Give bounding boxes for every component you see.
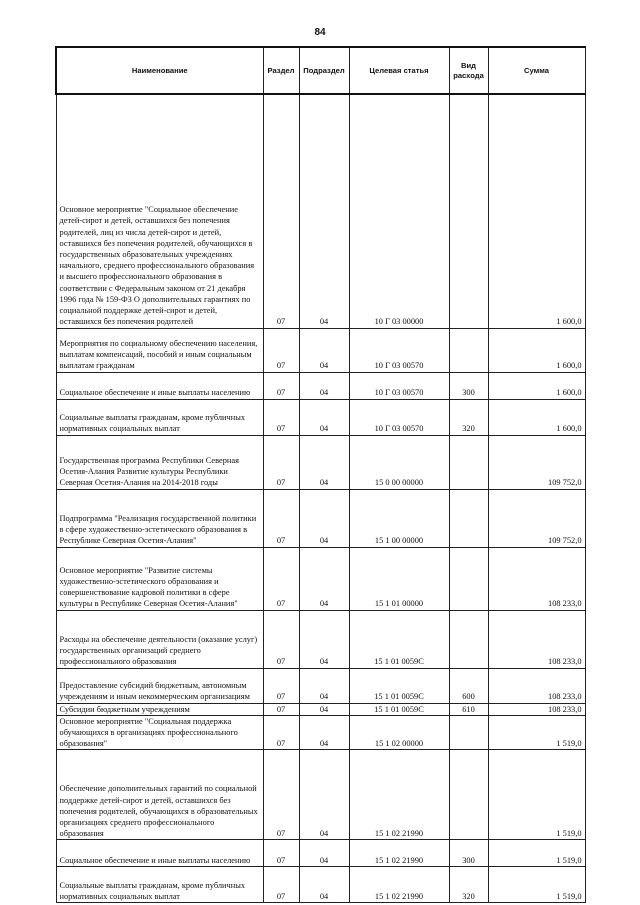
row-target-cell: 10 Г 03 00570 — [349, 399, 449, 435]
row-section-cell: 07 — [263, 703, 299, 715]
row-type-cell: 320 — [449, 399, 488, 435]
row-subsection-cell: 04 — [299, 435, 349, 489]
table-row — [56, 750, 585, 840]
row-subsection-cell: 04 — [299, 610, 349, 668]
row-sum-cell: 1 519,0 — [488, 715, 585, 750]
table-row — [56, 372, 585, 399]
row-target-cell: 15 1 02 21990 — [349, 840, 449, 867]
row-section-cell: 07 — [263, 547, 299, 610]
row-section-cell: 07 — [263, 435, 299, 489]
table-row — [56, 703, 585, 715]
row-subsection-cell: 04 — [299, 715, 349, 750]
row-name-cell: Предоставление субсидий бюджетным, автономным учреждениям и иным некоммерческим организациям — [56, 668, 263, 703]
table-row — [56, 489, 585, 547]
row-section-cell: 07 — [263, 489, 299, 547]
row-section-cell: 07 — [263, 372, 299, 399]
row-sum-cell: 1 519,0 — [488, 840, 585, 867]
row-subsection-cell: 04 — [299, 94, 349, 328]
row-name-cell: Расходы на обеспечение деятельности (оказание услуг) государственных организаций среднего профессионального образования — [56, 610, 263, 668]
row-target-cell: 15 1 02 21990 — [349, 867, 449, 903]
row-sum-cell: 108 233,0 — [488, 668, 585, 703]
row-section-cell: 07 — [263, 610, 299, 668]
page-number: 84 — [314, 27, 326, 38]
row-name-cell: Социальное обеспечение и иные выплаты населению — [56, 840, 263, 867]
row-target-cell: 15 1 01 0059С — [349, 703, 449, 715]
header-type: Вид расхода — [449, 47, 488, 94]
budget-table — [55, 46, 586, 903]
table-row — [56, 610, 585, 668]
header-target: Целевая статья — [349, 47, 449, 94]
table-row — [56, 94, 585, 328]
row-name-cell: Социальные выплаты гражданам, кроме публичных нормативных социальных выплат — [56, 399, 263, 435]
row-sum-cell: 109 752,0 — [488, 435, 585, 489]
row-target-cell: 15 0 00 00000 — [349, 435, 449, 489]
row-section-cell: 07 — [263, 94, 299, 328]
row-name-cell: Основное мероприятие "Социальное обеспечение детей-сирот и детей, оставшихся без попечения родителей, лиц из числа детей-сирот и детей, оставшихся без попечения родителей, обучающихся в государственных образовательных учреждениях начального, среднего профессионального образования и высшего профессионального образования в соответствии с Федеральным законом от 21 декабря 1996 года № 159-ФЗ О дополнительных гарантиях по социальной поддержке детей-сирот и детей, оставшихся без попечения родителей — [56, 94, 263, 328]
row-section-cell: 07 — [263, 840, 299, 867]
table-row — [56, 840, 585, 867]
row-name-cell: Субсидии бюджетным учреждениям — [56, 703, 263, 715]
row-sum-cell: 1 600,0 — [488, 399, 585, 435]
row-subsection-cell: 04 — [299, 372, 349, 399]
row-sum-cell: 1 600,0 — [488, 94, 585, 328]
header-name: Наименование — [56, 47, 263, 94]
row-sum-cell: 108 233,0 — [488, 610, 585, 668]
row-type-cell — [449, 94, 488, 328]
row-sum-cell: 1 600,0 — [488, 372, 585, 399]
row-target-cell: 15 1 01 00000 — [349, 547, 449, 610]
row-subsection-cell: 04 — [299, 489, 349, 547]
table-row — [56, 547, 585, 610]
header-subsection: Подраздел — [299, 47, 349, 94]
row-target-cell: 15 1 02 00000 — [349, 715, 449, 750]
header-section: Раздел — [263, 47, 299, 94]
row-type-cell — [449, 489, 488, 547]
row-subsection-cell: 04 — [299, 668, 349, 703]
row-name-cell: Основное мероприятие "Развитие системы художественно-эстетического образования и совершенствование кадровой политики в сфере культуры в Республике Северная Осетия-Алания" — [56, 547, 263, 610]
table-row — [56, 328, 585, 372]
row-name-cell: Социальные выплаты гражданам, кроме публичных нормативных социальных выплат — [56, 867, 263, 903]
row-subsection-cell: 04 — [299, 399, 349, 435]
table-row — [56, 435, 585, 489]
row-type-cell: 300 — [449, 372, 488, 399]
row-subsection-cell: 04 — [299, 703, 349, 715]
row-subsection-cell: 04 — [299, 750, 349, 840]
row-sum-cell: 108 233,0 — [488, 547, 585, 610]
table-row — [56, 668, 585, 703]
row-name-cell: Подпрограмма "Реализация государственной политики в сфере художественно-эстетического образования в Республике Северная Осетия-Алания" — [56, 489, 263, 547]
row-type-cell: 600 — [449, 668, 488, 703]
row-type-cell — [449, 328, 488, 372]
row-target-cell: 10 Г 03 00570 — [349, 328, 449, 372]
row-subsection-cell: 04 — [299, 867, 349, 903]
row-section-cell: 07 — [263, 715, 299, 750]
row-section-cell: 07 — [263, 750, 299, 840]
row-type-cell: 610 — [449, 703, 488, 715]
row-sum-cell: 108 233,0 — [488, 703, 585, 715]
row-type-cell — [449, 435, 488, 489]
row-name-cell: Государственная программа Республики Северная Осетия-Алания Развитие культуры Республики Северная Осетия-Алания на 2014-2018 годы — [56, 435, 263, 489]
row-section-cell: 07 — [263, 328, 299, 372]
row-subsection-cell: 04 — [299, 840, 349, 867]
row-target-cell: 15 1 02 21990 — [349, 750, 449, 840]
table-header-row — [56, 47, 585, 94]
row-type-cell — [449, 547, 488, 610]
row-sum-cell: 1 600,0 — [488, 328, 585, 372]
row-subsection-cell: 04 — [299, 328, 349, 372]
header-sum: Сумма — [488, 47, 585, 94]
row-name-cell: Социальное обеспечение и иные выплаты населению — [56, 372, 263, 399]
row-type-cell: 320 — [449, 867, 488, 903]
row-target-cell: 10 Г 03 00570 — [349, 372, 449, 399]
row-name-cell: Обеспечение дополнительных гарантий по социальной поддержке детей-сирот и детей, оставшихся без попечения родителей, обучающихся в образовательных организациях среднего профессионального образования — [56, 750, 263, 840]
row-type-cell: 300 — [449, 840, 488, 867]
row-sum-cell: 1 519,0 — [488, 867, 585, 903]
row-section-cell: 07 — [263, 668, 299, 703]
row-target-cell: 10 Г 03 00000 — [349, 94, 449, 328]
row-subsection-cell: 04 — [299, 547, 349, 610]
row-type-cell — [449, 610, 488, 668]
table-body — [56, 94, 585, 903]
table-row — [56, 715, 585, 750]
row-target-cell: 15 1 01 0059С — [349, 668, 449, 703]
table-row — [56, 867, 585, 903]
row-type-cell — [449, 715, 488, 750]
row-name-cell: Мероприятия по социальному обеспечению населения, выплатам компенсаций, пособий и иным социальным выплатам гражданам — [56, 328, 263, 372]
row-section-cell: 07 — [263, 867, 299, 903]
table-row — [56, 399, 585, 435]
row-type-cell — [449, 750, 488, 840]
row-target-cell: 15 1 01 0059С — [349, 610, 449, 668]
row-sum-cell: 1 519,0 — [488, 750, 585, 840]
row-sum-cell: 109 752,0 — [488, 489, 585, 547]
row-target-cell: 15 1 00 00000 — [349, 489, 449, 547]
row-section-cell: 07 — [263, 399, 299, 435]
row-name-cell: Основное мероприятие "Социальная поддержка обучающихся в организациях профессионального образования" — [56, 715, 263, 750]
